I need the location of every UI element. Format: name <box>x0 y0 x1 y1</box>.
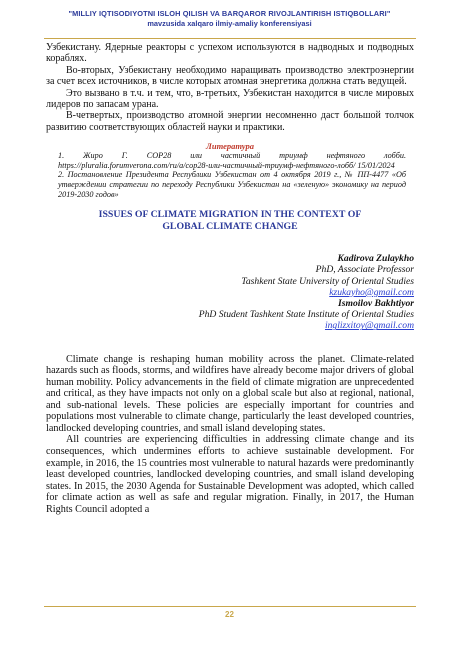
author-email-link[interactable]: kzukayho@gmail.com <box>329 286 414 298</box>
conference-subtitle: mavzusida xalqaro ilmiy-amaliy konferensiyasi <box>147 19 312 28</box>
reference-item: 1. Жиро Г. COP28 или частичный триумф нефтяного лобби. https://pluralia.forumverona.com/ru/a/cop28-или-частичный-триумф-нефтяного-лобб/ 15/01/2024 <box>58 151 406 170</box>
header-divider <box>44 38 416 39</box>
author-block <box>46 253 414 331</box>
body-paragraph: Climate change is reshaping human mobility across the planet. Climate-related hazards such as floods, storms, and wildfires have already become major drivers of global human mobility. Policy advancements in the field of climate migration are unprecedented and critical, as they have impacts not only on a global scale but also at regional, national, and sub-national levels. These policies are especially important for countries and populations most vulnerable to climate change, particularly the least developed countries, landlocked developing countries, and small island developing states. <box>46 353 414 434</box>
author-position: PhD, Associate Professor <box>315 264 414 276</box>
conference-title: "MILLIY IQTISODIYOTNI ISLOH QILISH VA BARQAROR RIVOJLANTIRISH ISTIQBOLLARI" <box>68 9 391 18</box>
body-paragraph: All countries are experiencing difficulties in addressing climate change and its consequences, which undermines efforts to achieve sustainable development. For example, in 2016, the 15 countries most vulnerable to natural hazards were predominantly least developed countries, landlocked developing countries, and small island developing states. In 2015, the 2030 Agenda for Sustainable Development was adopted, which called for climate action as well as safe and regular migration. Finally, in 2017, the Human Rights Council adopted a <box>46 434 414 515</box>
article-body <box>46 354 414 516</box>
author-email-link[interactable]: inglizxitoy@gmail.com <box>324 320 414 332</box>
article-title <box>46 209 414 233</box>
conference-header <box>0 9 459 28</box>
article-title-line: ISSUES OF CLIMATE MIGRATION IN THE CONTEXT OF <box>98 209 362 221</box>
footer-divider <box>44 606 416 607</box>
intro-paragraph: Это вызвано в т.ч. и тем, что, в-третьих, Узбекистан находится в числе мировых лидеров по запасам урана. <box>46 87 414 111</box>
literature-heading: Литература <box>206 141 254 152</box>
author-name: Ismoilov Bakhtiyor <box>338 298 414 310</box>
author-affiliation: PhD Student Tashkent State Institute of Oriental Studies <box>198 309 414 321</box>
author-name: Kadirova Zulaykho <box>337 253 414 265</box>
intro-paragraph: Узбекистану. Ядерные реакторы с успехом используются в надводных и подводных кораблях. <box>46 42 414 65</box>
article-title-line: GLOBAL CLIMATE CHANGE <box>162 221 298 233</box>
page-content <box>46 42 414 515</box>
intro-paragraph: В-четвертых, производство атомной энергии несомненно даст большой толчок развитию соответствующих областей науки и практики. <box>46 110 414 133</box>
author-affiliation: Tashkent State University of Oriental Studies <box>241 275 414 287</box>
page-number: 22 <box>225 610 234 619</box>
intro-paragraph: Во-вторых, Узбекистану необходимо наращивать производство электроэнергии за счет всех источников, в числе которых атомная энергетика должна стать ведущей. <box>46 64 414 88</box>
reference-item: 2. Постановление Президента Республики Узбекистан от 4 октября 2019 г., № ПП-4477 «Об утверждении стратегии по переходу Республики Узбекистан на «зеленую» экономику на период 2019-2030 годов» <box>58 170 406 199</box>
